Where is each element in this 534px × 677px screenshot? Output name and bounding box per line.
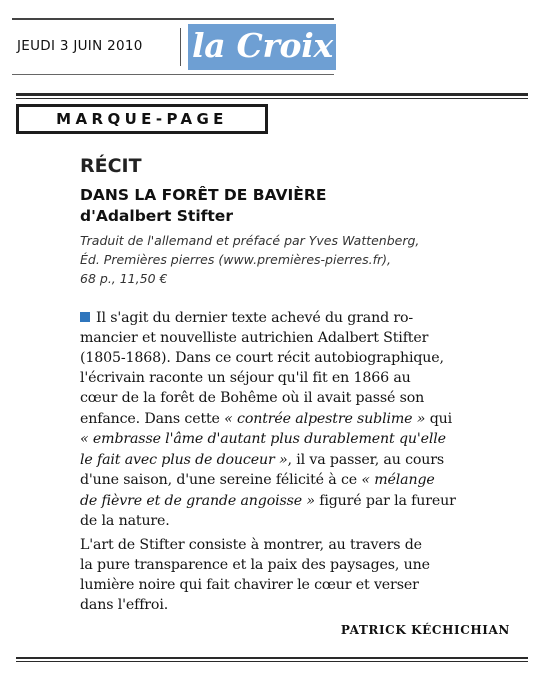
book-title: DANS LA FORÊT DE BAVIÈRE [80,186,327,204]
top-rule-thin [16,98,528,99]
body-line: d'une saison, d'une sereine félicité à ce « mélange [80,472,435,488]
body-line: (1805-1868). Dans ce court récit autobiographique, [80,350,444,366]
body-line: l'écrivain raconte un séjour qu'il fit en 1866 au [80,370,411,386]
header-divider [180,28,181,66]
bottom-rule [16,657,528,659]
body-line: le fait avec plus de douceur », il va passer, au cours [80,452,445,468]
body-line: « embrasse l'âme d'autant plus durablement qu'elle [80,431,446,447]
article-genre: RÉCIT [80,155,142,177]
body-line: cœur de la forêt de Bohême où il avait passé son [80,390,425,406]
body-line: Il s'agit du dernier texte achevé du grand ro- [80,310,413,326]
body-line: dans l'effroi. [80,597,169,613]
body-line: de fièvre et de grande angoisse » figuré par la fureur [80,493,456,509]
bottom-rule-thin [16,661,528,662]
article-signature: PATRICK KÉCHICHIAN [340,623,510,637]
newspaper-logo [188,24,336,70]
body-line: la pure transparence et la paix des paysages, une [80,557,430,573]
book-translation-line: Traduit de l'allemand et préfacé par Yves Wattenberg, [80,233,420,248]
book-price-line: 68 p., 11,50 € [80,271,168,286]
body-line: enfance. Dans cette « contrée alpestre sublime » qui [80,411,452,427]
newspaper-header [12,18,334,75]
top-rule [16,93,528,96]
square-bullet-icon [80,312,90,322]
section-rubric: MARQUE-PAGE [16,104,268,134]
body-line: lumière noire qui fait chavirer le cœur et verser [80,577,419,593]
body-line: L'art de Stifter consiste à montrer, au travers de [80,537,422,553]
book-publisher-line: Éd. Premières pierres (www.premières-pierres.fr), [80,252,391,267]
issue-date: JEUDI 3 JUIN 2010 [17,38,143,54]
logo-text: la Croix [192,26,333,65]
body-line: mancier et nouvelliste autrichien Adalbert Stifter [80,330,429,346]
book-author: d'Adalbert Stifter [80,207,233,225]
body-line: de la nature. [80,513,170,529]
